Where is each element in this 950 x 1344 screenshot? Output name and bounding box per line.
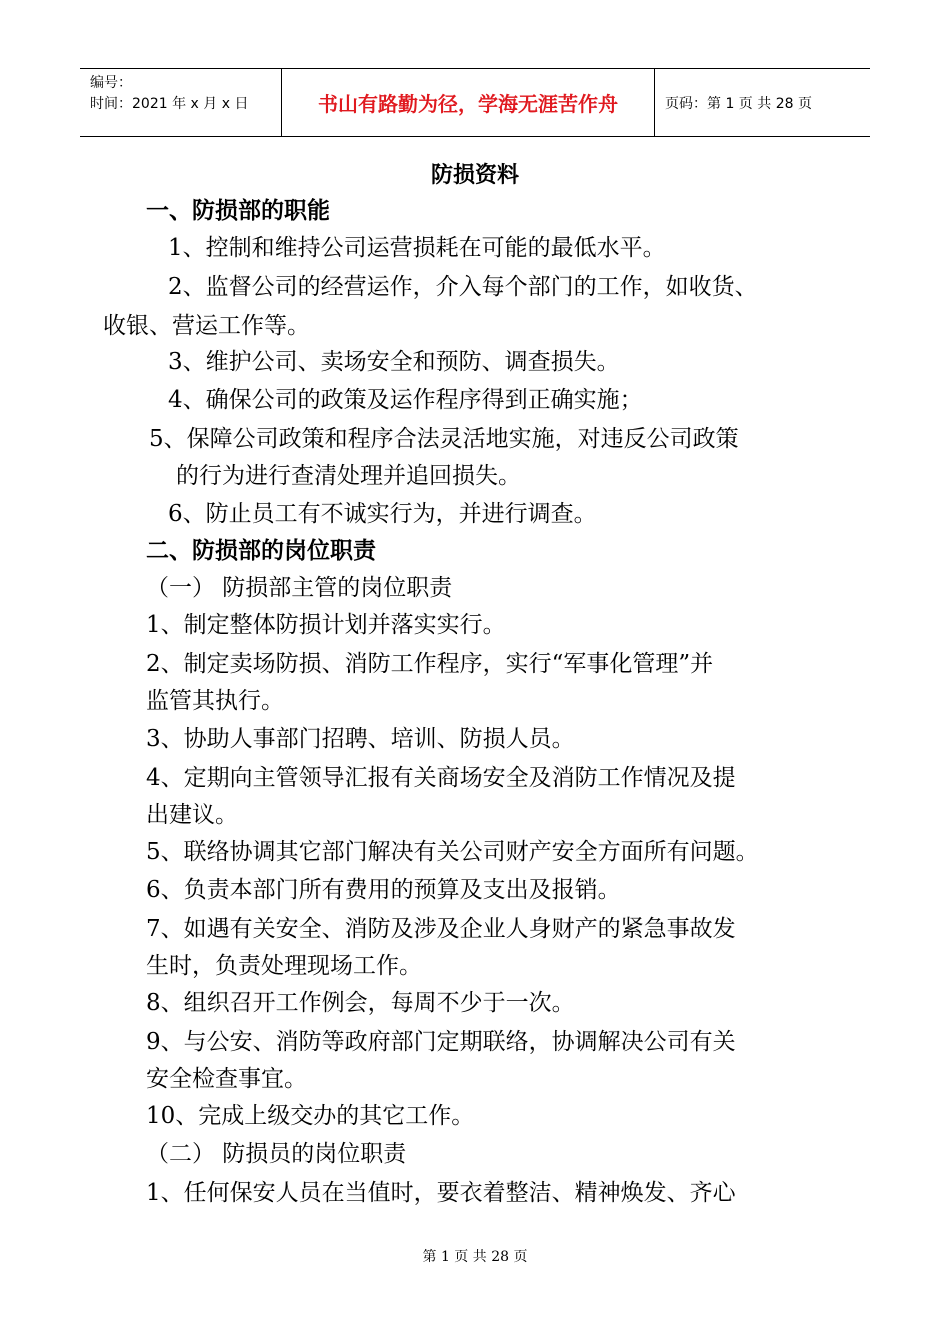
paragraph-line: 5、保障公司政策和程序合法灵活地实施，对违反公司政策 xyxy=(149,426,739,452)
paragraph-line: 7、如遇有关安全、消防及涉及企业人身财产的紧急事故发 xyxy=(146,916,736,942)
paragraph-line: 生时，负责处理现场工作。 xyxy=(146,953,422,979)
paragraph-line: 8、组织召开工作例会，每周不少于一次。 xyxy=(146,990,575,1016)
header-motto: 书山有路勤为径，学海无涯苦作舟 xyxy=(282,69,655,136)
header-meta xyxy=(80,69,282,136)
paragraph-line: 3、维护公司、卖场安全和预防、调查损失。 xyxy=(168,349,620,375)
paragraph-line: 安全检查事宜。 xyxy=(146,1066,307,1092)
section-heading: 二、防损部的岗位职责 xyxy=(146,538,376,564)
paragraph-line: 2、制定卖场防损、消防工作程序，实行“军事化管理”并 xyxy=(146,651,714,677)
paragraph-line: 1、控制和维持公司运营损耗在可能的最低水平。 xyxy=(168,235,666,261)
subsection-heading: （二） 防损员的岗位职责 xyxy=(146,1141,407,1167)
paragraph-line: 4、定期向主管领导汇报有关商场安全及消防工作情况及提 xyxy=(146,765,736,791)
paragraph-line: 的行为进行查清处理并追回损失。 xyxy=(176,463,521,489)
paragraph-line: 10、完成上级交办的其它工作。 xyxy=(146,1103,475,1129)
paragraph-line: 收银、营运工作等。 xyxy=(103,313,310,339)
time-label: 时间：2021 年 x 月 x 日 xyxy=(90,96,249,112)
header-page-info: 页码：第 1 页 共 28 页 xyxy=(665,95,812,112)
document-header xyxy=(80,68,870,137)
paragraph-line: 1、任何保安人员在当值时，要衣着整洁、精神焕发、齐心 xyxy=(146,1180,736,1206)
paragraph-line: 2、监督公司的经营运作，介入每个部门的工作，如收货、 xyxy=(168,274,758,300)
document-title: 防损资料 xyxy=(430,163,519,188)
subsection-heading: （一） 防损部主管的岗位职责 xyxy=(146,575,453,601)
number-label: 编号： xyxy=(90,75,132,91)
section-heading: 一、防损部的职能 xyxy=(146,198,330,224)
paragraph-line: 1、制定整体防损计划并落实实行。 xyxy=(146,612,506,638)
paragraph-line: 6、防止员工有不诚实行为，并进行调查。 xyxy=(168,501,597,527)
page-footer: 第 1 页 共 28 页 xyxy=(422,1249,528,1265)
paragraph-line: 6、负责本部门所有费用的预算及支出及报销。 xyxy=(146,877,621,903)
paragraph-line: 9、与公安、消防等政府部门定期联络，协调解决公司有关 xyxy=(146,1029,736,1055)
paragraph-line: 出建议。 xyxy=(146,802,238,828)
paragraph-line: 5、联络协调其它部门解决有关公司财产安全方面所有问题。 xyxy=(146,839,759,865)
paragraph-line: 3、协助人事部门招聘、培训、防损人员。 xyxy=(146,726,575,752)
paragraph-line: 4、确保公司的政策及运作程序得到正确实施； xyxy=(168,387,643,413)
paragraph-line: 监管其执行。 xyxy=(146,688,284,714)
